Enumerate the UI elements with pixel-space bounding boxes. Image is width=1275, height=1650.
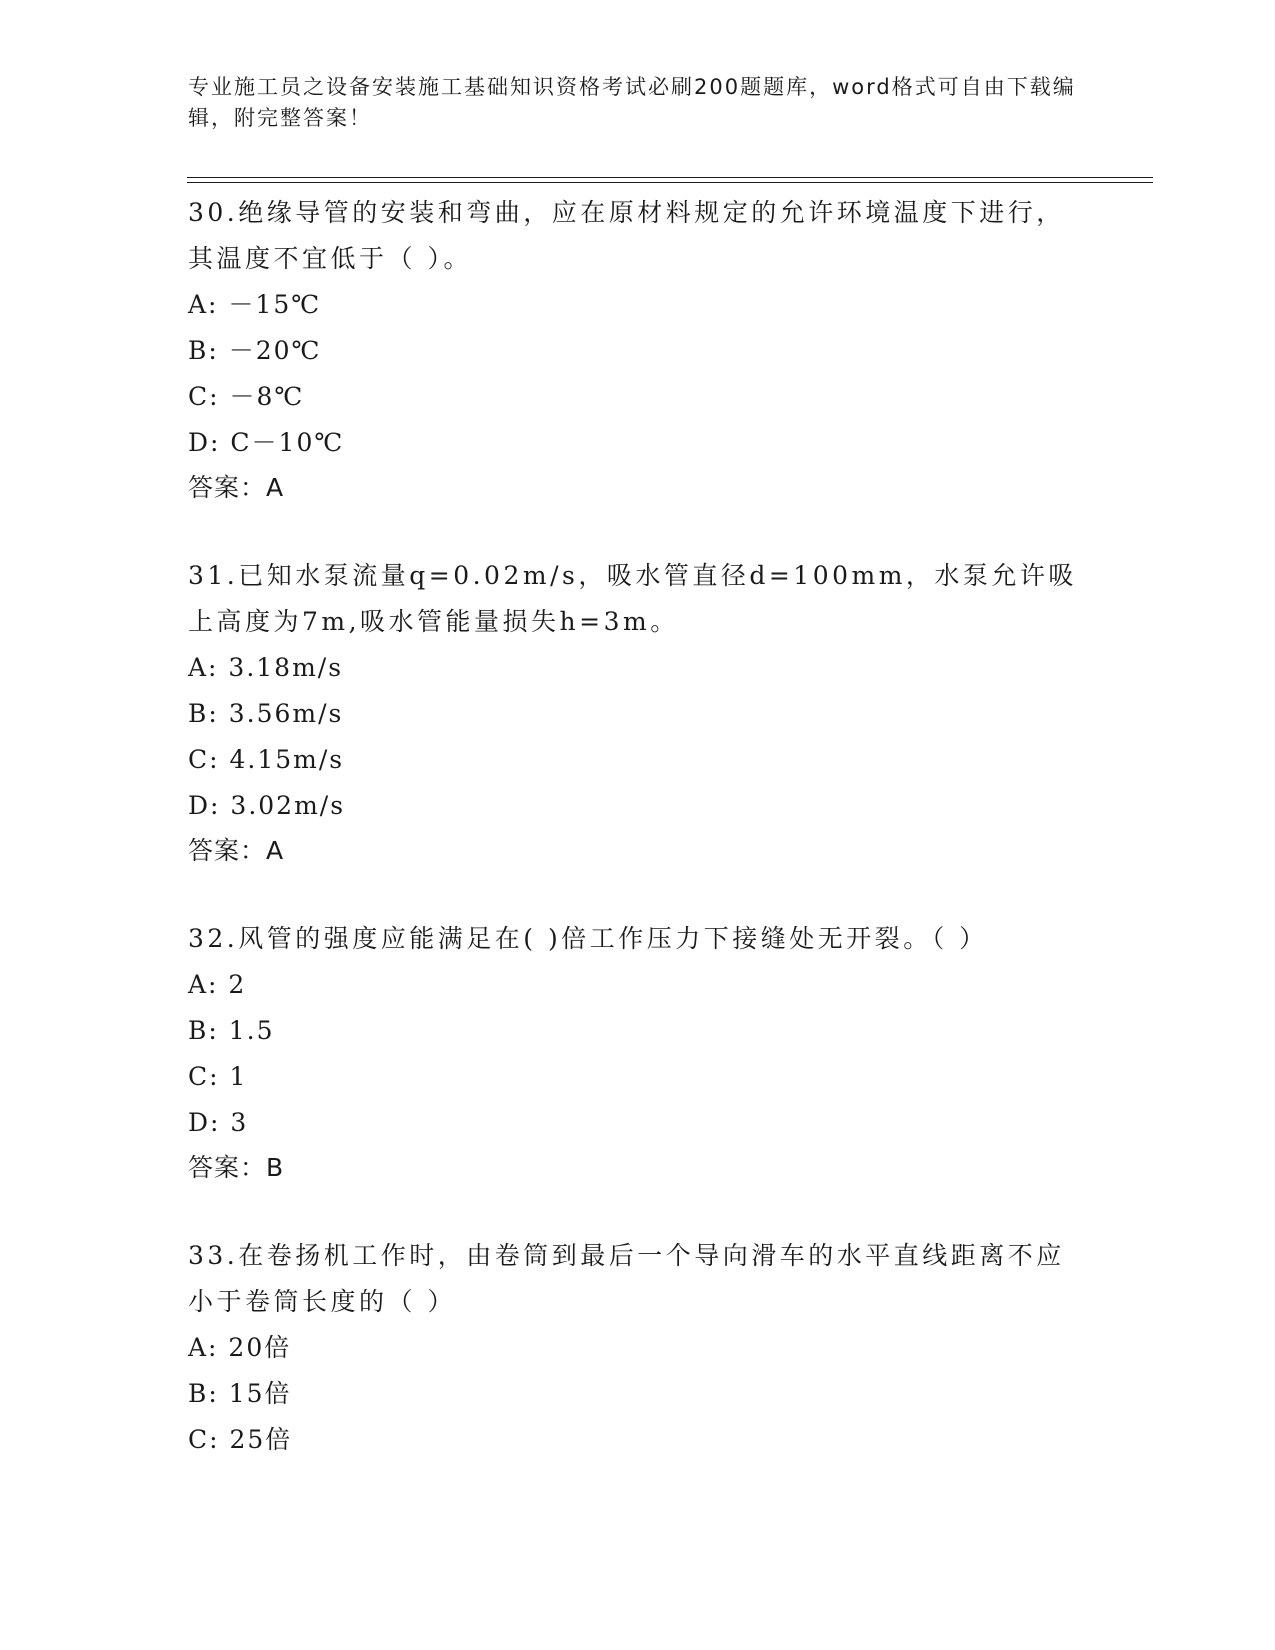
option-b: B: 1.5 [188, 1016, 275, 1045]
question-stem: 32.风管的强度应能满足在( )倍工作压力下接缝处无开裂。（ ） [188, 924, 988, 953]
option-d: D: 3.02m/s [188, 791, 346, 820]
question-30 [188, 188, 1088, 510]
option-c: C: 1 [188, 1062, 248, 1091]
option-a: A: 20倍 [188, 1333, 292, 1362]
question-32 [188, 914, 1088, 1190]
document-header: 专业施工员之设备安装施工基础知识资格考试必刷200题题库，word格式可自由下载编辑，附完整答案！ [188, 75, 1076, 130]
question-stem: 30.绝缘导管的安装和弯曲，应在原材料规定的允许环境温度下进行，其温度不宜低于（ ）。 [188, 198, 1065, 273]
header-divider-bottom [187, 182, 1153, 183]
option-d: D: C－10℃ [188, 428, 345, 457]
question-31 [188, 551, 1088, 873]
header-divider-top [187, 177, 1153, 178]
option-b: B: 15倍 [188, 1379, 292, 1408]
answer-label: 答案：B [188, 1153, 285, 1182]
option-a: A: －15℃ [188, 290, 322, 319]
option-c: C: －8℃ [188, 382, 305, 411]
question-33 [188, 1231, 1088, 1463]
option-a: A: 2 [188, 970, 247, 999]
option-c: C: 4.15m/s [188, 745, 345, 774]
option-d: D: 3 [188, 1108, 249, 1137]
option-a: A: 3.18m/s [188, 653, 344, 682]
question-stem: 33.在卷扬机工作时，由卷筒到最后一个导向滑车的水平直线距离不应小于卷筒长度的（ ） [188, 1241, 1065, 1316]
option-b: B: 3.56m/s [188, 699, 344, 728]
option-c: C: 25倍 [188, 1425, 293, 1454]
answer-label: 答案：A [188, 836, 285, 865]
question-stem: 31.已知水泵流量q=0.02m/s，吸水管直径d=100mm，水泵允许吸上高度为7m,吸水管能量损失h=3m。 [188, 561, 1077, 636]
option-b: B: －20℃ [188, 336, 322, 365]
question-list [188, 188, 1088, 1504]
answer-label: 答案：A [188, 473, 285, 502]
